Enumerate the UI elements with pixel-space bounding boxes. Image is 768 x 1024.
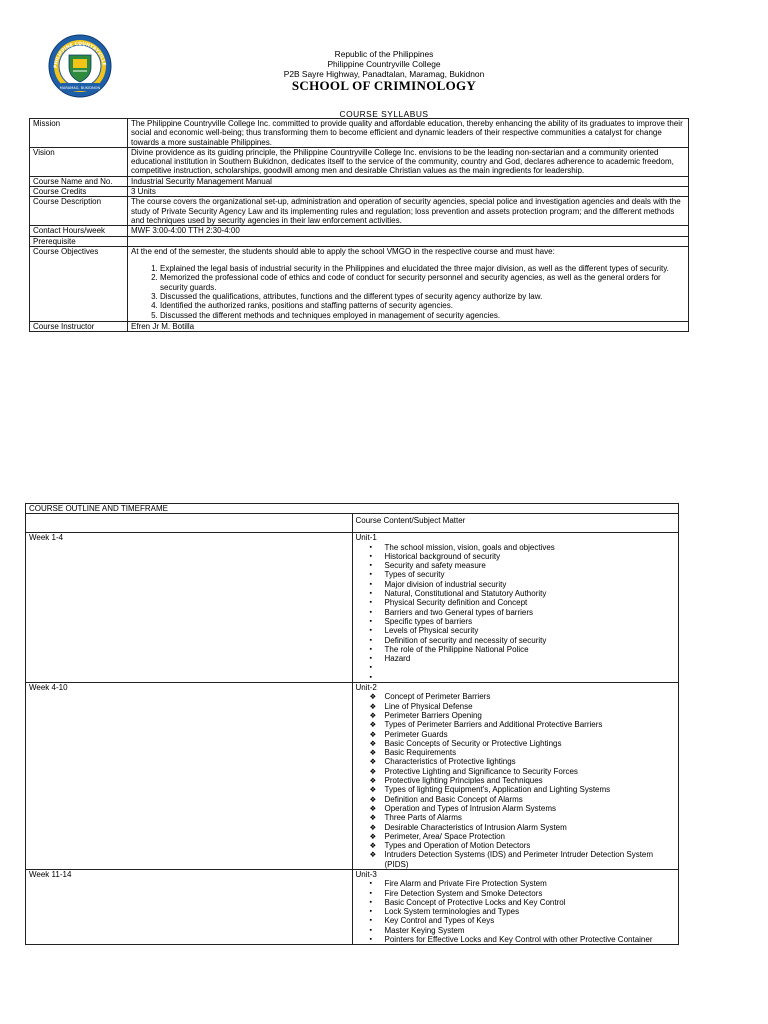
- credits-value: 3 Units: [128, 187, 689, 197]
- course-name-value: Industrial Security Management Manual: [128, 176, 689, 186]
- topic-item: ▪ Fire Detection System and Smoke Detectors: [385, 889, 676, 898]
- topic-item: ❖ Characteristics of Protective lightings: [385, 757, 676, 766]
- outline-title: COURSE OUTLINE AND TIMEFRAME: [26, 504, 679, 514]
- topic-item: ▪ Barriers and two General types of barriers: [385, 608, 676, 617]
- table-row: [30, 226, 689, 236]
- topic-item: ❖ Intruders Detection Systems (IDS) and Perimeter Intruder Detection System (PIDS): [385, 850, 676, 869]
- table-row: [30, 321, 689, 331]
- outline-body: [26, 533, 679, 945]
- week-label: Week 1-4: [26, 533, 353, 683]
- topic-item: ▪ Specific types of barriers: [385, 617, 676, 626]
- objective-item: 2. Memorized the professional code of ethics and code of conduct for security personnel and security agencies, as well as the general orders for security guards.: [160, 273, 685, 292]
- topic-item: ❖ Protective Lighting and Significance to Security Forces: [385, 767, 676, 776]
- week-label: Week 4-10: [26, 683, 353, 870]
- document-header: [160, 49, 608, 93]
- topic-item: [385, 663, 676, 672]
- objective-item: 3. Discussed the qualifications, attributes, functions and the different types of security agency authorize by law.: [160, 292, 685, 301]
- table-row: [30, 236, 689, 246]
- topic-item: ❖ Perimeter, Area/ Space Protection: [385, 832, 676, 841]
- topic-item: ▪ Natural, Constitutional and Statutory Authority: [385, 589, 676, 598]
- topic-item: ❖ Definition and Basic Concept of Alarms: [385, 795, 676, 804]
- table-row: [30, 197, 689, 226]
- topic-item: ❖ Three Parts of Alarms: [385, 813, 676, 822]
- topic-item: ▪ Major division of industrial security: [385, 580, 676, 589]
- table-row: [30, 176, 689, 186]
- mission-label: Mission: [30, 119, 128, 148]
- topic-item: ❖ Types of lighting Equipment's, Application and Lighting Systems: [385, 785, 676, 794]
- week-header: [26, 514, 353, 533]
- topic-item: ▪ Master Keying System: [385, 926, 676, 935]
- topic-item: ▪ The school mission, vision, goals and objectives: [385, 543, 676, 552]
- topic-item: [385, 673, 676, 682]
- objective-item: 5. Discussed the different methods and techniques employed in management of security agencies.: [160, 311, 685, 320]
- topic-item: ▪ The role of the Philippine National Police: [385, 645, 676, 654]
- week-row: [26, 533, 679, 683]
- topic-item: ▪ Fire Alarm and Private Fire Protection System: [385, 879, 676, 888]
- instructor-label: Course Instructor: [30, 321, 128, 331]
- topic-list: [356, 692, 676, 869]
- topic-item: ▪ Security and safety measure: [385, 561, 676, 570]
- topic-list: [356, 879, 676, 944]
- topic-item: ❖ Types of Perimeter Barriers and Additional Protective Barriers: [385, 720, 676, 729]
- svg-text:PHILIPPINE COUNTRYVILLE COLLEG: PHILIPPINE COUNTRYVILLE: [53, 41, 106, 69]
- objective-item: 1. Explained the legal basis of industrial security in the Philippines and elucidated the three major division, as well as the different types of security.: [160, 264, 685, 273]
- topic-item: ❖ Types and Operation of Motion Detectors: [385, 841, 676, 850]
- topic-item: ▪ Hazard: [385, 654, 676, 663]
- prerequisite-label: Prerequisite: [30, 236, 128, 246]
- course-name-label: Course Name and No.: [30, 176, 128, 186]
- table-row: [30, 119, 689, 148]
- description-text: The course covers the organizational set-up, administration and operation of security agencies, special police and investigation agencies and deals with the study of Private Security Agency Law and its implementing rules and regulation; loss prevention and assets protection program; and the different methods and techniques used by security agencies in their law enforcement activities.: [128, 197, 689, 226]
- college-seal-logo: [47, 33, 113, 99]
- week-content: [352, 683, 679, 870]
- unit-label: Unit-3: [355, 869, 377, 879]
- topic-item: ❖ Line of Physical Defense: [385, 702, 676, 711]
- syllabus-label: COURSE SYLLABUS: [339, 109, 429, 119]
- topic-item: ▪ Historical background of security: [385, 552, 676, 561]
- table-row: [30, 147, 689, 176]
- week-content: [352, 869, 679, 944]
- objectives-label: Course Objectives: [30, 246, 128, 321]
- topic-item: ❖ Concept of Perimeter Barriers: [385, 692, 676, 701]
- course-outline-table: [25, 503, 679, 945]
- svg-text:MARAMAG, BUKIDNON: MARAMAG, BUKIDNON: [59, 85, 101, 90]
- objective-item: 4. Identified the authorized ranks, positions and staffing patterns of security agencies.: [160, 301, 685, 310]
- table-row: [26, 514, 679, 533]
- vision-text: Divine providence as its guiding principle, the Philippine Countryville College Inc. envisions to be the leading non-sectarian and a community oriented educational institution in Southern Bukidnon, dedicates itself to the service of the community, country and God, declares adherence to academic freedom, competitive instruction, scholarships, goodwill among men and desirable Christian values as the main ingredients for leadership.: [128, 147, 689, 176]
- topic-item: ▪ Basic Concept of Protective Locks and Key Control: [385, 898, 676, 907]
- table-row: [30, 187, 689, 197]
- objectives-cell: [128, 246, 689, 321]
- contact-hours-label: Contact Hours/week: [30, 226, 128, 236]
- description-label: Course Description: [30, 197, 128, 226]
- table-row: [26, 504, 679, 514]
- vision-label: Vision: [30, 147, 128, 176]
- week-label: Week 11-14: [26, 869, 353, 944]
- prerequisite-value: [128, 236, 689, 246]
- topic-item: ❖ Desirable Characteristics of Intrusion Alarm System: [385, 823, 676, 832]
- topic-item: ❖ Perimeter Guards: [385, 730, 676, 739]
- objectives-intro: At the end of the semester, the students should able to apply the school VMGO in the respective course and must have:: [131, 246, 555, 256]
- topic-item: ▪ Levels of Physical security: [385, 626, 676, 635]
- header-country: Republic of the Philippines: [334, 49, 434, 59]
- topic-item: ❖ Protective lighting Principles and Techniques: [385, 776, 676, 785]
- week-row: [26, 683, 679, 870]
- mission-text: The Philippine Countryville College Inc. committed to provide quality and affordable education, thereby enhancing the ability of its graduates to improve their social and economic well-being; thus transforming them to become efficient and dynamic leaders of their respective communities a catalyst for change towards a more sustainable Philippines.: [128, 119, 689, 148]
- unit-label: Unit-2: [355, 683, 377, 693]
- topic-item: ▪ Physical Security definition and Concept: [385, 598, 676, 607]
- topic-item: ▪ Key Control and Types of Keys: [385, 916, 676, 925]
- header-address: P2B Sayre Highway, Panadtalan, Maramag, Bukidnon: [283, 69, 485, 79]
- topic-item: ❖ Basic Concepts of Security or Protective Lightings: [385, 739, 676, 748]
- table-row: [30, 246, 689, 321]
- school-title: SCHOOL OF CRIMINOLOGY: [291, 78, 477, 93]
- instructor-value: Efren Jr M. Botilla: [128, 321, 689, 331]
- credits-label: Course Credits: [30, 187, 128, 197]
- topic-item: ❖ Operation and Types of Intrusion Alarm Systems: [385, 804, 676, 813]
- content-header: Course Content/Subject Matter: [352, 514, 679, 533]
- objectives-list: [131, 264, 685, 320]
- topic-item: ▪ Definition of security and necessity of security: [385, 636, 676, 645]
- week-row: [26, 869, 679, 944]
- unit-label: Unit-1: [355, 533, 377, 543]
- header-college: Philippine Countryville College: [327, 59, 441, 69]
- topic-item: ❖ Perimeter Barriers Opening: [385, 711, 676, 720]
- topic-item: ▪ Lock System terminologies and Types: [385, 907, 676, 916]
- topic-item: ▪ Pointers for Effective Locks and Key Control with other Protective Container: [385, 935, 676, 944]
- topic-list: [356, 543, 676, 682]
- topic-item: ❖ Basic Requirements: [385, 748, 676, 757]
- syllabus-table: [29, 118, 689, 332]
- week-content: [352, 533, 679, 683]
- contact-hours-value: MWF 3:00-4:00 TTH 2:30-4:00: [128, 226, 689, 236]
- topic-item: ▪ Types of security: [385, 570, 676, 579]
